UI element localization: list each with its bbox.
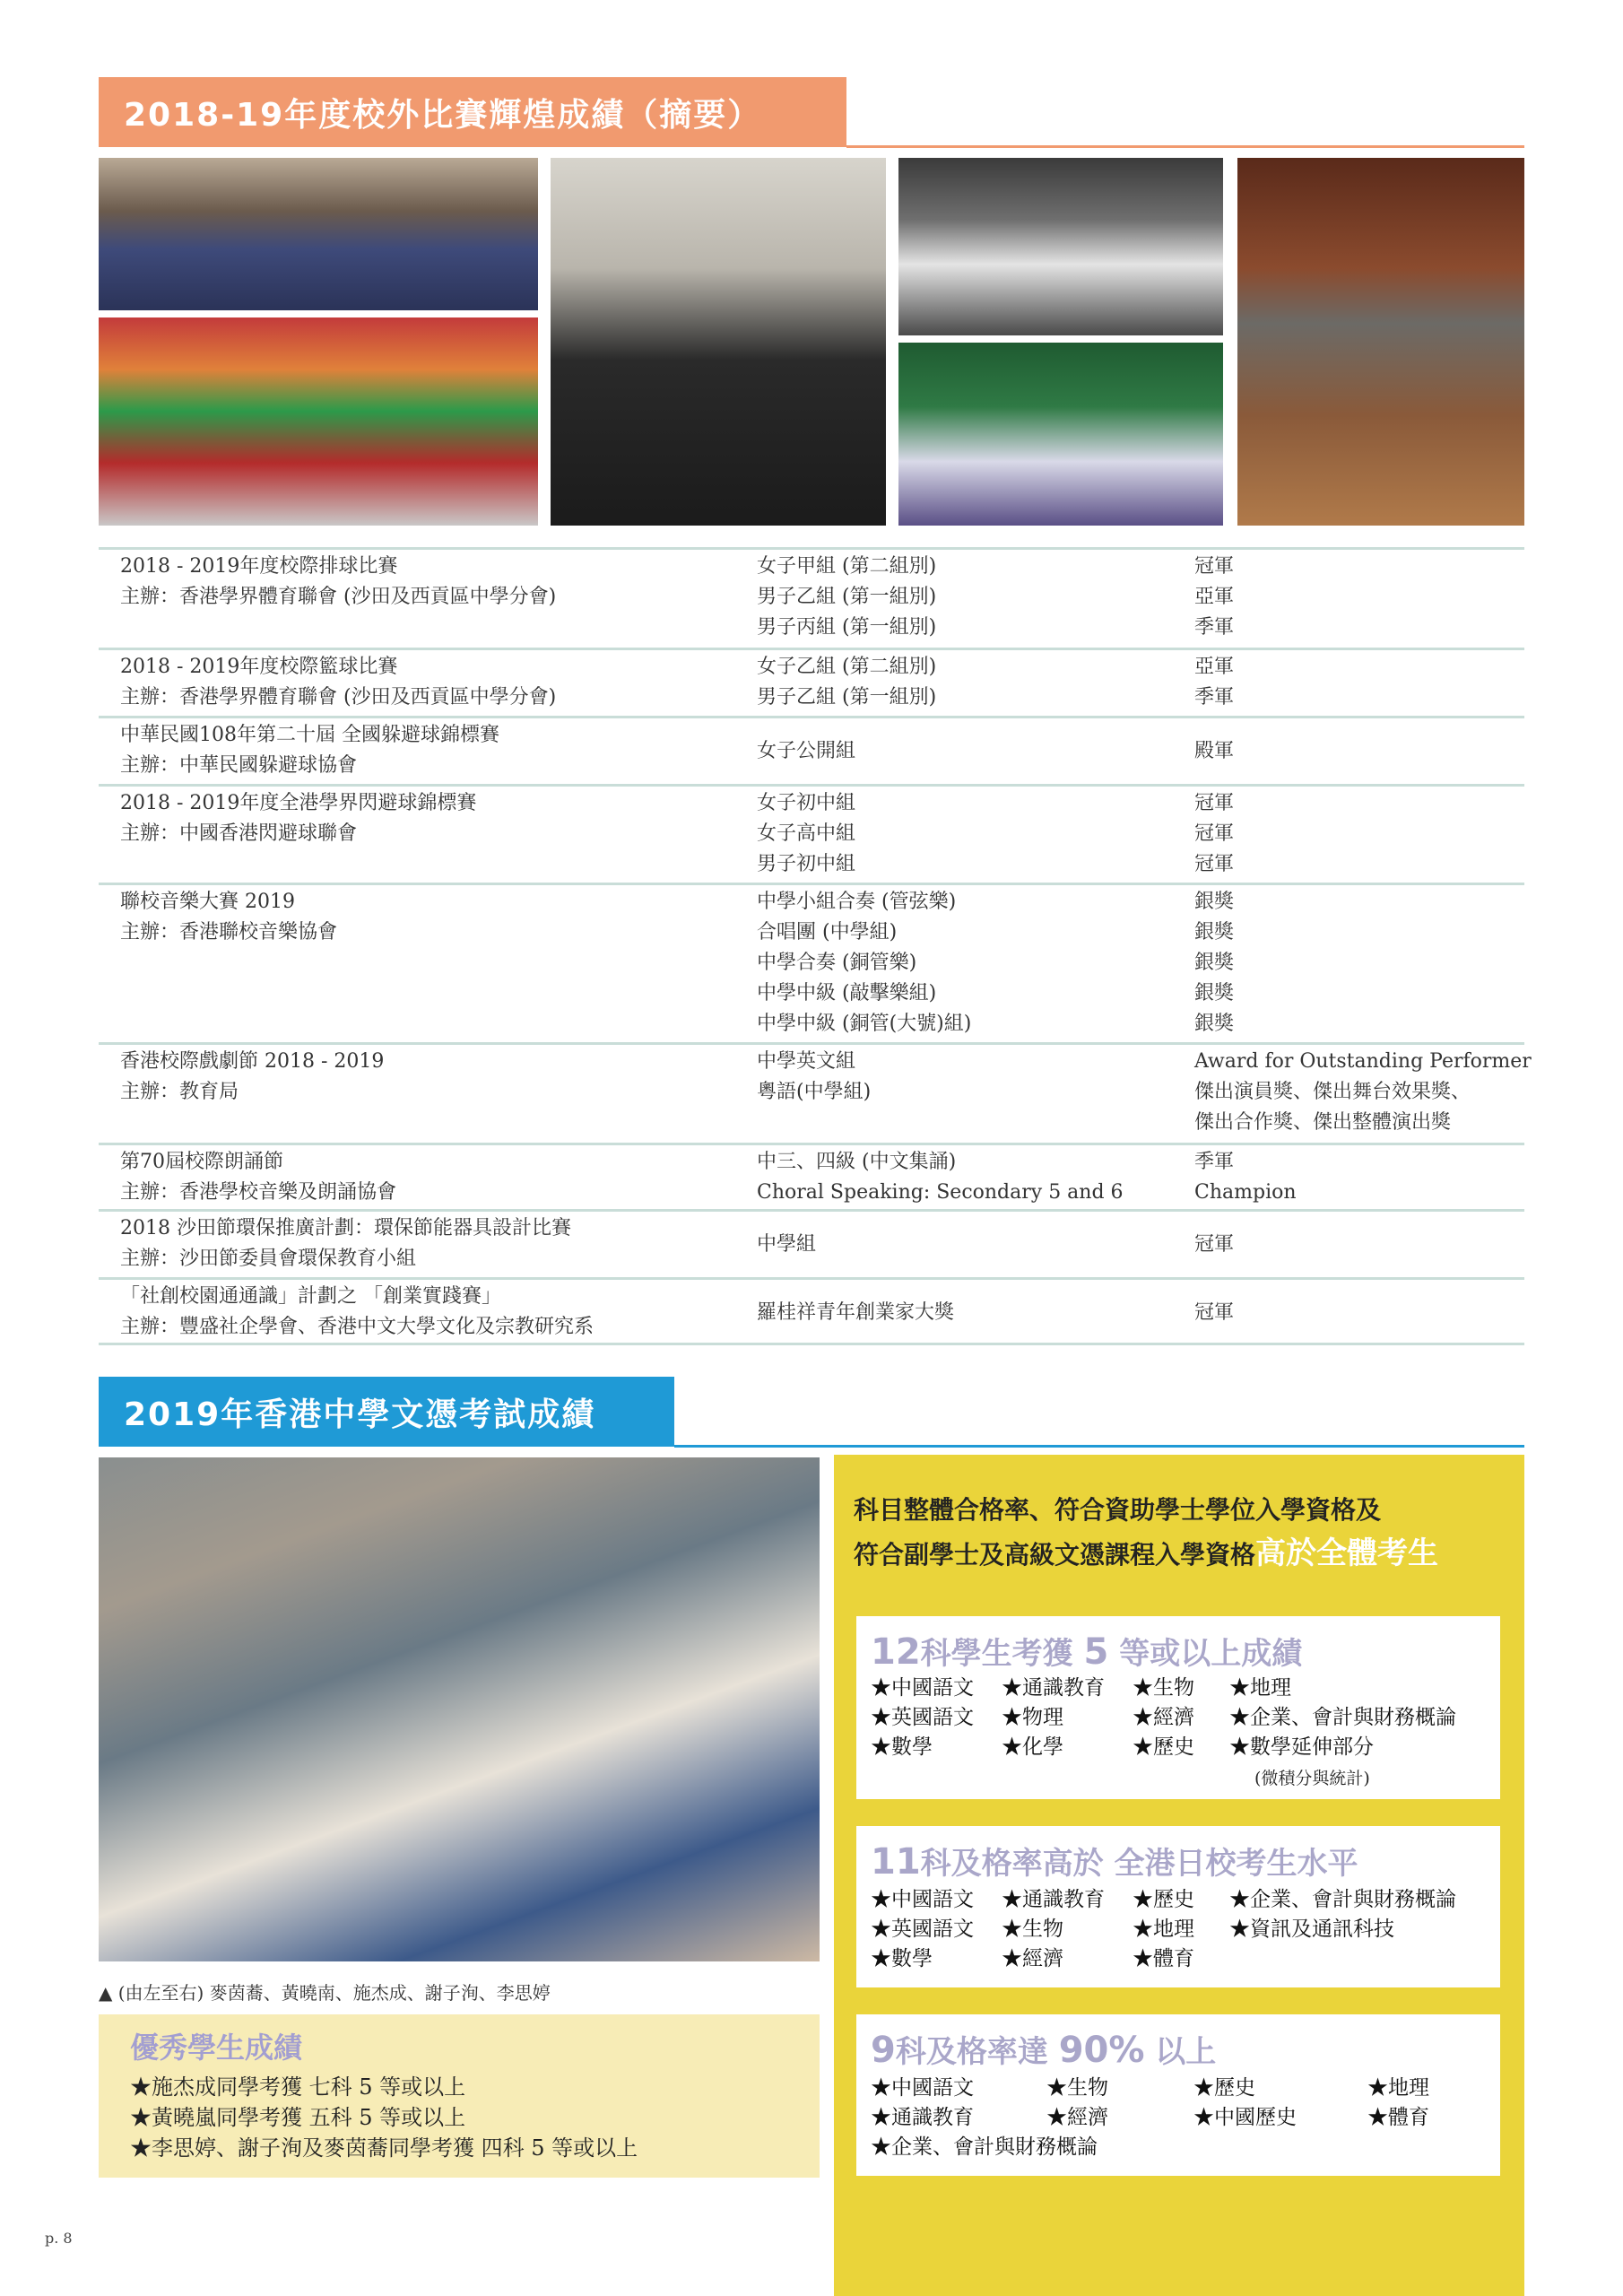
text-cell: ★通識教育 [871,2106,974,2129]
intro-line-2: 符合副學士及高級文憑課程入學資格 [854,1540,1256,1570]
text-cell: ★經濟 [1046,2106,1108,2129]
text-cell: ★經濟 [1002,1947,1063,1970]
section1-title-bar [99,77,846,147]
excellent-results-title: 優秀學生成績 [130,2031,303,2065]
competition-table [99,547,1532,1345]
table-row [99,648,1524,716]
event-organizer: 主辦：中華民國躲避球協會 [120,754,358,777]
result-box-level5 [856,1616,1500,1799]
text-cell: 9 [871,2030,896,2071]
text-cell: 銀獎 [1194,891,1235,913]
intro-highlight: 高於全體考生 [1255,1535,1439,1571]
section2-title-bar [99,1377,674,1447]
text-cell: ★數學 [871,1947,933,1970]
event-name: 「社創校園通通識」計劃之 「創業實踐賽」 [120,1285,501,1308]
text-cell: ★企業、會計與財務概論 [871,2135,1098,2159]
photo-volleyball-team [99,158,538,310]
text-cell: 羅桂祥青年創業家大獎 [757,1301,955,1324]
photo-choir [1237,158,1524,526]
text-cell: 女子初中組 [757,792,856,814]
table-row [99,1277,1524,1345]
text-cell: ★英國語文 [871,1706,974,1729]
text-cell: ★企業、會計與財務概論 [1229,1706,1456,1729]
text-cell: ★地理 [1133,1918,1194,1941]
text-cell: 中學中級 (銅管(大號)組) [757,1013,972,1035]
table-row [99,1143,1524,1209]
result-box-pass-rate [856,1826,1500,1987]
text-cell: ★生物 [1046,2076,1108,2100]
text-cell: 男子初中組 [757,853,856,875]
event-organizer: 主辦：豐盛社企學會、香港中文大學文化及宗教研究系 [120,1316,595,1338]
text-cell: 銀獎 [1194,1013,1235,1035]
text-cell: 季軍 [1194,1151,1235,1173]
text-cell: 11 [871,1841,921,1883]
photo-brass-players [551,158,886,526]
result-box-90-percent [856,2014,1500,2176]
text-cell: ★地理 [1367,2076,1429,2100]
text-cell: ★體育 [1133,1947,1194,1970]
excellent-results-list [130,2072,638,2163]
text-cell: ★生物 [1002,1918,1063,1941]
photo-dodgeball-team [99,317,538,526]
table-row [99,547,1524,648]
text-cell: 12 [871,1631,921,1673]
event-name: 2018 - 2019年度校際籃球比賽 [120,656,398,678]
table-row [99,1042,1532,1143]
text-cell: ★物理 [1002,1706,1063,1729]
text-cell: 銀獎 [1194,952,1235,974]
photo-design-team [898,343,1223,526]
text-cell: 銀獎 [1194,921,1235,944]
text-cell: 粵語(中學組) [757,1081,872,1103]
text-cell: 科及格率高於 [920,1846,1115,1882]
text-cell: 冠軍 [1194,792,1235,814]
section1-rule [846,145,1524,148]
text-cell: 中三、四級 (中文集誦) [757,1151,957,1173]
section1-title: 2018-19年度校外比賽輝煌成績（摘要） [124,96,762,134]
text-cell: 中學組 [757,1233,817,1256]
text-cell: 全港日校考生水平 [1114,1846,1358,1882]
text-cell: ★企業、會計與財務概論 [1229,1888,1456,1911]
text-cell: ★經濟 [1133,1706,1194,1729]
text-cell: 女子乙組 (第二組別) [757,656,937,678]
section2-rule [674,1445,1524,1448]
text-cell: 科學生考獲 [920,1636,1084,1672]
text-cell: ★中國語文 [871,1888,974,1911]
text-cell: ★中國語文 [871,1676,974,1700]
text-cell: 亞軍 [1194,656,1235,678]
text-cell: ★歷史 [1133,1888,1194,1911]
intro-line-1: 科目整體合格率、符合資助學士學位入學資格及 [854,1495,1382,1525]
text-cell: Choral Speaking: Secondary 5 and 6 [757,1181,1124,1204]
event-organizer: 主辦：中國香港閃避球聯會 [120,822,358,845]
text-cell: 季軍 [1194,616,1235,639]
event-name: 中華民國108年第二十屆 全國躲避球錦標賽 [120,724,499,746]
list-item: ★李思婷、謝子洵及麥茵蕎同學考獲 四科 5 等或以上 [130,2135,638,2161]
text-cell: 中學小組合奏 (管弦樂) [757,891,957,913]
event-name: 香港校際戲劇節 2018 - 2019 [120,1050,385,1073]
text-cell: ★通識教育 [1002,1676,1105,1700]
text-cell: 女子甲組 (第二組別) [757,555,937,578]
text-cell: ★通識教育 [1002,1888,1105,1911]
text-cell: 合唱團 (中學組) [757,921,898,944]
text-cell: 冠軍 [1194,1301,1235,1324]
event-name: 2018 - 2019年度校際排球比賽 [120,555,398,578]
box-title [871,1839,1358,1883]
event-organizer: 主辦：香港學校音樂及朗誦協會 [120,1181,397,1204]
event-name: 2018 - 2019年度全港學界閃避球錦標賽 [120,792,477,814]
table-bottom-rule [99,1343,1524,1345]
event-name: 第70屆校際朗誦節 [120,1151,283,1173]
text-cell: 男子丙組 (第一組別) [757,616,937,639]
table-row [99,883,1524,1042]
text-cell: ★資訊及通訊科技 [1229,1918,1394,1941]
text-cell: 殿軍 [1194,740,1235,762]
text-cell: ★中國歷史 [1193,2106,1297,2129]
text-cell: ★數學延伸部分 [1229,1735,1374,1759]
dse-intro [854,1489,1508,1577]
text-cell: 5 [1083,1631,1109,1673]
text-cell: ★化學 [1002,1735,1063,1759]
text-cell: 中學英文組 [757,1050,856,1073]
text-cell: 冠軍 [1194,1233,1235,1256]
text-cell: ★數學 [871,1735,933,1759]
page-number: p. 8 [45,2230,73,2247]
text-cell: 亞軍 [1194,586,1235,608]
text-cell: 中學合奏 (銅管樂) [757,952,917,974]
text-cell: 傑出演員獎、傑出舞台效果獎、 [1194,1081,1471,1103]
text-cell: 女子公開組 [757,740,856,762]
text-cell: ★歷史 [1193,2076,1255,2100]
text-cell: 男子乙組 (第一組別) [757,686,937,709]
section2-title: 2019年香港中學文憑考試成績 [124,1396,596,1433]
text-cell: ★生物 [1133,1676,1194,1700]
list-item: ★黃曉嵐同學考獲 五科 5 等或以上 [130,2105,466,2130]
event-organizer: 主辦：沙田節委員會環保教育小組 [120,1248,417,1270]
event-organizer: 主辦：教育局 [120,1081,239,1103]
text-cell: 男子乙組 (第一組別) [757,586,937,608]
text-cell: 科及格率達 [895,2034,1059,2070]
text-cell: 以上 [1144,2034,1217,2070]
text-cell: 90% [1058,2030,1145,2071]
table-row [99,1209,1524,1277]
text-cell: 冠軍 [1194,853,1235,875]
text-cell: 冠軍 [1194,555,1235,578]
text-cell: 銀獎 [1194,982,1235,1004]
event-name: 2018 沙田節環保推廣計劃：環保節能器具設計比賽 [120,1217,571,1239]
text-cell: ★英國語文 [871,1918,974,1941]
event-organizer: 主辦：香港聯校音樂協會 [120,921,338,944]
text-cell: 女子高中組 [757,822,856,845]
text-cell: ★中國語文 [871,2076,974,2100]
event-name: 聯校音樂大賽 2019 [120,891,295,913]
box-title [871,1629,1302,1673]
photo-dse-students [99,1457,820,1961]
text-cell: Award for Outstanding Performer [1194,1050,1532,1073]
text-cell: (微積分與統計) [1254,1769,1370,1788]
list-item: ★施杰成同學考獲 七科 5 等或以上 [130,2074,466,2100]
event-organizer: 主辦：香港學界體育聯會 (沙田及西貢區中學分會) [120,686,557,709]
table-row [99,784,1524,883]
event-organizer: 主辦：香港學界體育聯會 (沙田及西貢區中學分會) [120,586,557,608]
text-cell: 等或以上成績 [1108,1636,1303,1672]
text-cell: ★歷史 [1133,1735,1194,1759]
text-cell: 冠軍 [1194,822,1235,845]
text-cell: 季軍 [1194,686,1235,709]
text-cell: 傑出合作獎、傑出整體演出獎 [1194,1111,1452,1134]
photo-award-presentation [898,158,1223,335]
box-title [871,2027,1216,2071]
table-row [99,716,1524,784]
photo-caption: ▲ (由左至右) 麥茵蕎、黃曉南、施杰成、謝子洵、李思婷 [99,1982,551,2004]
text-cell: 中學中級 (敲擊樂組) [757,982,937,1004]
text-cell: ★地理 [1229,1676,1291,1700]
text-cell: ★體育 [1367,2106,1429,2129]
text-cell: Champion [1194,1181,1297,1204]
